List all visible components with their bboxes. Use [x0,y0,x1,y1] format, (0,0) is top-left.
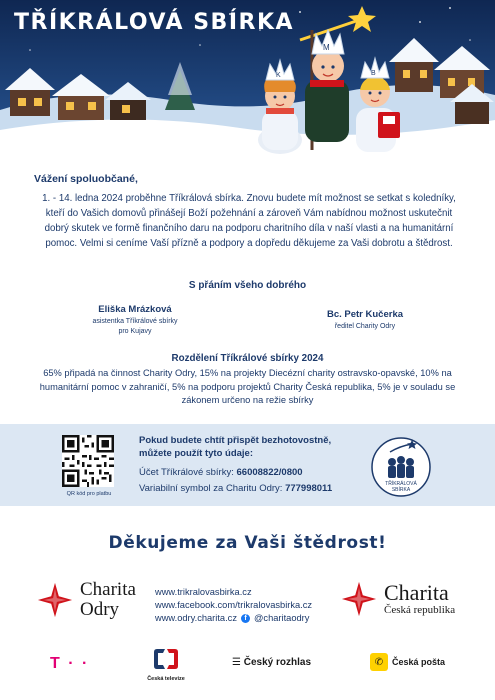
facebook-icon: f [241,614,250,623]
signature-role: asistentka Tříkrálové sbírky [92,318,178,325]
rozhlas-icon: ☰ [232,657,241,668]
thank-you-heading: Děkujeme za Vaši štědrost! [108,533,387,553]
distribution-text: 65% připadá na činnost Charity Odry, 15% na projekty Diecézní charity ostravsko-opavské, 10% na humanitární pomoc v zahraničí, 5% na podporu projektů Charity Česká republika, 5% je v souladu se zákonem určeno na režie sbírky [39,368,456,405]
variable-symbol-label: Variabilní symbol za Charitu Odry: [139,483,286,494]
ceska-televize-logo [140,648,192,682]
signature-left [60,303,210,337]
charita-cross-icon [36,581,74,619]
telekom-logo: T · · [50,655,90,672]
donation-heading-line-1: Pokud budete chtít přispět bezhotovostně, [139,435,332,446]
greeting: Vážení spoluobčané, [34,173,138,185]
svg-text:TŘÍKRÁLOVÁ: TŘÍKRÁLOVÁ [385,481,417,487]
signature-name: Bc. Petr Kučerka [326,309,404,320]
charita-odry-logo [36,580,136,620]
charita-right-name: Charita [384,579,449,605]
closing-wishes: S přáním všeho dobrého [188,280,307,291]
account-number-line [139,467,303,478]
facebook-link[interactable]: www.facebook.com/trikralovasbirka.cz [155,600,313,610]
qr-caption: QR kód pro platbu [66,491,112,497]
letter-body: 1. - 14. ledna 2024 proběhne Tříkrálová sbírka. Znovu budete mít možnost se setkat s koledníky, kteří do Vašich domovů přinášejí Boží požehnání a zároveň Vám nabídnou možnost uskutečnit dobrý skutek ve formě finančního daru na podporu charitního díla v naší vlasti a na humanitární pomoc. Velmi si ceníme Vaší přízně a podpory a dopředu děkujeme za Vaši dobrotu a štědrost. [42,193,456,250]
ct-icon [151,648,181,670]
posta-label: Česká pošta [392,657,446,667]
account-value[interactable]: 66008822/0800 [236,467,303,478]
charita-left-branch: Odry [80,599,120,620]
qr-code-icon [62,435,114,487]
distribution-title: Rozdělení Tříkrálové sbírky 2024 [171,353,324,364]
donation-heading-line-2: můžete použít tyto údaje: [139,448,253,459]
donation-heading [139,434,331,460]
charita-cr-logo [340,580,455,618]
ct-label: Česká televize [147,676,185,682]
charita-website-link[interactable]: www.odry.charita.cz [155,613,237,623]
charita-web-row [155,612,312,625]
header-illustration [0,0,495,162]
website-link[interactable]: www.trikralovasbirka.cz [155,587,252,597]
charita-right-country: Česká republika [384,603,456,616]
signature-role: ředitel Charity Odry [334,323,396,330]
variable-symbol-value[interactable]: 777998011 [285,483,333,494]
signature-name: Eliška Mrázková [98,304,172,315]
qr-code[interactable] [62,435,114,487]
king-m-figure [305,30,349,150]
signature-right [290,308,440,332]
cesky-rozhlas-logo [232,657,311,668]
svg-text:SBÍRKA: SBÍRKA [391,487,411,493]
svg-text:K: K [276,72,281,79]
account-label: Účet Tříkrálové sbírky: [139,467,237,478]
facebook-handle[interactable]: @charitaodry [253,613,310,623]
charita-cross-icon [340,580,378,618]
signature-role-2: pro Kujavy [118,328,152,335]
ceska-posta-logo [370,653,445,671]
svg-text:B: B [371,70,376,77]
svg-text:M: M [323,43,330,52]
campaign-title: TŘÍKRÁLOVÁ SBÍRKA [14,10,295,35]
rozhlas-label: Český rozhlas [243,657,312,668]
tri-kralova-sbirka-seal-icon [370,436,432,498]
sponsor-logos [0,645,495,685]
charita-left-name: Charita [80,579,136,600]
links-block [155,586,312,625]
variable-symbol-line [139,483,332,494]
post-horn-icon: ✆ [370,653,388,671]
